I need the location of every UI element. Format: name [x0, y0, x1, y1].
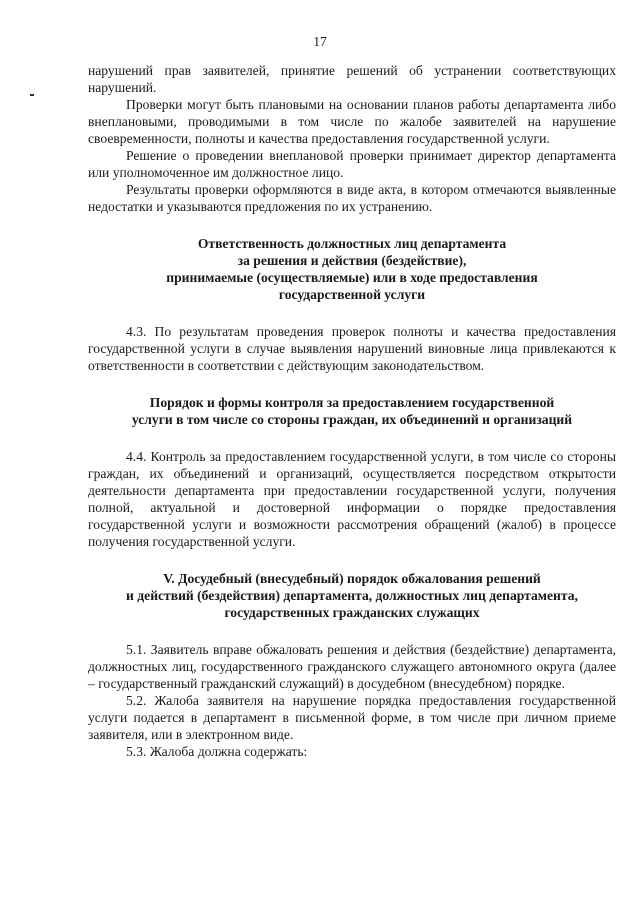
paragraph-inspection-results: Результаты проверки оформляются в виде акта, в котором отмечаются выявленные недостатки и указываются предложения по их устранению.	[88, 182, 616, 214]
heading-line: принимаемые (осуществляемые) или в ходе предоставления	[166, 270, 538, 285]
heading-line: Ответственность должностных лиц департамента	[197, 236, 507, 251]
paragraph-4-3: 4.3. По результатам проведения проверок полноты и качества предоставления государственной услуги в случае выявления нарушений виновные лица привлекаются к ответственности в соответствии с действующим законодательством.	[88, 324, 616, 373]
heading-line: Порядок и формы контроля за предоставлением государственной	[149, 395, 555, 410]
heading-line: услуги в том числе со стороны граждан, их объединений и организаций	[131, 412, 573, 427]
heading-line: государственной услуги	[278, 287, 426, 302]
document-body	[88, 62, 616, 760]
page-number: 17	[313, 34, 327, 49]
heading-responsibility	[88, 235, 616, 303]
paragraph-5-1: 5.1. Заявитель вправе обжаловать решения и действия (бездействие) департамента, должностных лиц, государственного гражданского служащего автономного округа (далее – государственный гражданский служащий) в досудебном (внесудебном) порядке.	[88, 642, 616, 691]
paragraph-unscheduled-decision: Решение о проведении внеплановой проверки принимает директор департамента или уполномоченное им должностное лицо.	[88, 148, 616, 180]
heading-line: и действий (бездействия) департамента, должностных лиц департамента,	[126, 588, 578, 603]
heading-line: V. Досудебный (внесудебный) порядок обжалования решений	[163, 571, 541, 586]
heading-line: за решения и действия (бездействие),	[237, 253, 467, 268]
paragraph-continuation: нарушений прав заявителей, принятие решений об устранении соответствующих нарушений.	[88, 63, 616, 95]
heading-control	[88, 394, 616, 428]
heading-line: государственных гражданских служащих	[224, 605, 480, 620]
paragraph-5-2: 5.2. Жалоба заявителя на нарушение порядка предоставления государственной услуги подается в департамент в письменной форме, в том числе при личном приеме заявителя, или в электронном виде.	[88, 693, 616, 742]
paragraph-inspections-types: Проверки могут быть плановыми на основании планов работы департамента либо внеплановыми, проводимыми в том числе по жалобе заявителей на нарушение своевременности, полноты и качества предоставления государственной услуги.	[88, 97, 616, 146]
scan-mark	[30, 94, 34, 96]
heading-section-v	[88, 570, 616, 621]
paragraph-4-4: 4.4. Контроль за предоставлением государственной услуги, в том числе со стороны граждан, их объединений и организаций, осуществляется посредством открытости деятельности департамента при предоставлении государственной услуги, получения полной, актуальной и достоверной информации о порядке предоставления государственной услуги и возможности рассмотрения обращений (жалоб) в процессе получения государственной услуги.	[88, 449, 616, 549]
paragraph-5-3: 5.3. Жалоба должна содержать:	[126, 744, 308, 759]
